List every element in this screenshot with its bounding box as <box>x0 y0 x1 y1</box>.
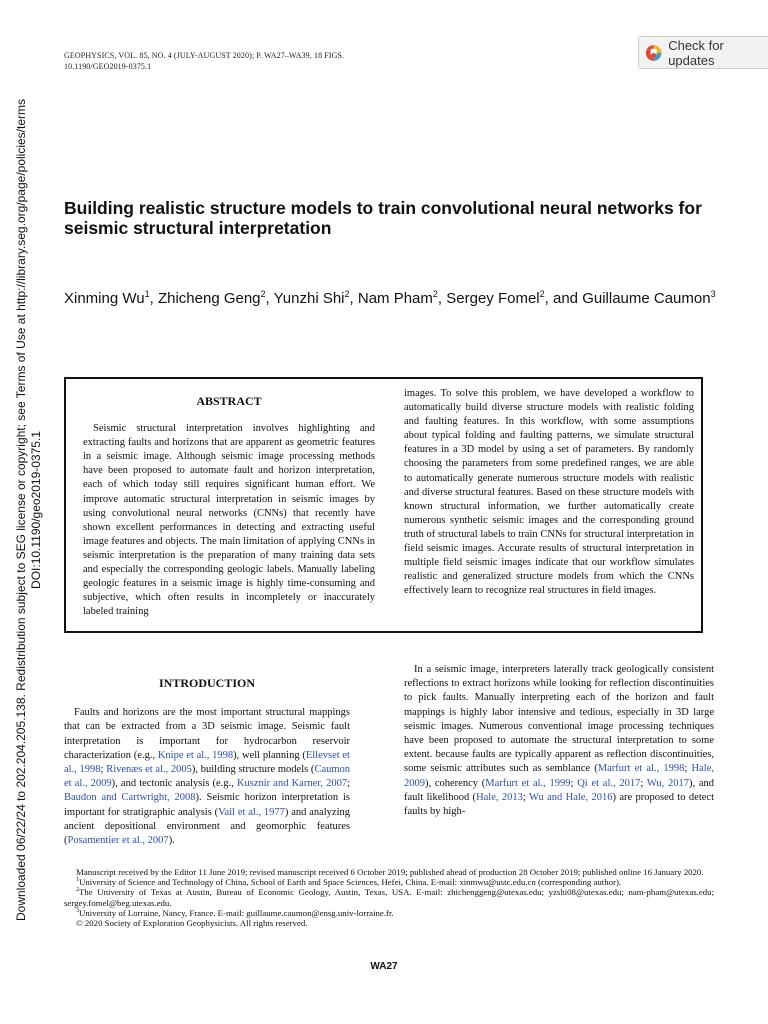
citation-link[interactable]: Caumon et al., 2009 <box>64 764 351 790</box>
crossmark-icon <box>645 44 662 62</box>
citation-link[interactable]: Rivenæs et al., 2005 <box>106 764 192 776</box>
paragraph-text: ), and fault likelihood ( <box>404 777 714 803</box>
paragraph-text: ), well planning ( <box>233 749 306 761</box>
journal-citation: GEOPHYSICS, VOL. 85, NO. 4 (JULY-AUGUST 2020); P. WA27–WA39, 18 FIGS. <box>64 51 345 60</box>
author: Zhicheng Geng$^2$ <box>157 289 266 307</box>
citation-link[interactable]: Marfurt et al., 1999 <box>485 777 571 789</box>
citation-link[interactable]: Posamentier et al., 2007 <box>67 835 169 847</box>
citation-link[interactable]: Qi et al., 2017 <box>577 777 641 789</box>
doi-notice-text: DOI:10.1190/geo2019-0375.1 <box>29 431 43 589</box>
paragraph-text: ), building structure models ( <box>191 764 315 776</box>
download-notice-text: Downloaded 06/22/24 to 202.204.205.138. Redistribution subject to SEG license or copyright; see Terms of Use at http://library.seg.org/page/policies/terms <box>14 98 28 922</box>
footnotes <box>64 867 714 928</box>
citation-link[interactable]: Kusznir and Karner, 2007 <box>236 778 348 790</box>
paragraph-text: In a seismic image, interpreters laterally track geologically consistent reflections to extract horizons while looking for reflection discontinuities to pick faults. Manually interpreting each of the horizon and fault mappings is highly labor intensive and tedious, especially in 3D large seismic images. Numerous conventional image processing techniques have been proposed to automate the structural interpretation to some extent. because faults are typically apparent as reflection discontinuities, some seismic attributes such as semblance ( <box>404 664 714 775</box>
citation-link[interactable]: Wu, 2017 <box>646 777 689 789</box>
paragraph-text: ; <box>522 791 529 803</box>
author: Xinming Wu$^1$ <box>64 289 150 307</box>
abstract-right-column: images. To solve this problem, we have developed a workflow to automatically build diverse structure models with realistic folding and faulting features. In this workflow, with some assumptions about typical folding and faulting patterns, we simulate structural features in a 3D model by using a set of parameters. By randomly choosing the parameters from some predefined ranges, we are able to automatically generate numerous structure models with realistic and diverse structural features. Based on these structure models with known structural information, we further automatically create numerous synthetic seismic images and the corresponding ground truth of structural labels to train CNNs for structural interpretation in field seismic images. Accurate results of structural interpretation in multiple field seismic images indicate that our workflow simulates realistic and generalized structure models from which the CNNs effectively learn to recognize real structures in field images. <box>404 388 694 597</box>
journal-header <box>64 50 344 72</box>
author: Nam Pham$^2$ <box>357 289 438 307</box>
download-notice <box>12 100 46 920</box>
journal-doi: 10.1190/GEO2019-0375.1 <box>64 62 152 71</box>
abstract-left-column <box>83 387 375 619</box>
abstract-box <box>64 377 703 633</box>
introduction-heading: INTRODUCTION <box>158 676 255 690</box>
paragraph-text: ), and tectonic analysis (e.g., <box>111 778 237 790</box>
citation-link[interactable]: Marfurt et al., 1998 <box>597 763 685 775</box>
paragraph-text: ), coherency ( <box>425 777 486 789</box>
paragraph-text: ; <box>640 777 647 789</box>
check-for-updates-label: Check for updates <box>668 37 724 68</box>
citation-link[interactable]: Knipe et al., 1998 <box>157 749 234 761</box>
citation-link[interactable]: Vail et al., 1977 <box>218 806 285 818</box>
affiliation-3: $^3$University of Lorraine, Nancy, France. E-mail: guillaume.caumon@ensg.univ-lorraine.fr. <box>76 907 394 918</box>
citation-link[interactable]: Wu and Hale, 2016 <box>529 791 613 803</box>
paragraph-text: ). Seismic horizon interpretation is important for stratigraphic analysis ( <box>64 792 350 818</box>
abstract-text-left: Seismic structural interpretation involves highlighting and extracting faults and horizons that are apparent as geometric features in a seismic image. Although seismic image processing methods have been proposed to automate fault and horizon interpretation, each of which today still requires significant human effort. We improve automatic structural interpretation in seismic images by using convolutional neural networks (CNNs) that recently have shown excellent performances in detecting and extracting useful image features and objects. The main limitation of applying CNNs in seismic interpretation is the preparation of many training data sets and especially the corresponding geologic labels. Manually labeling geologic features in a seismic image is highly time-consuming and subjective, which often results in incompletely or inaccurately labeled training <box>83 423 375 618</box>
paragraph-text: ; <box>570 777 578 789</box>
affiliation-1: $^1$University of Science and Technology of China, School of Earth and Space Sciences, Hefei, China. E-mail: xinmwu@ustc.edu.cn (corresponding author). <box>76 877 622 888</box>
introduction-right-column <box>404 663 714 819</box>
page-number: WA27 <box>370 961 398 972</box>
paper-title: Building realistic structure models to train convolutional neural networks for seismic structural interpretation <box>64 198 702 238</box>
paragraph-text: ; <box>684 763 692 775</box>
author: Sergey Fomel$^2$ <box>446 289 545 307</box>
citation-link[interactable]: Baudon and Cartwright, 2008 <box>64 792 196 804</box>
introduction-paragraph <box>64 706 350 848</box>
abstract-heading: ABSTRACT <box>196 394 262 408</box>
paragraph-text: ) and analyzing ancient depositional environment and geomorphic features ( <box>64 806 350 847</box>
citation-link[interactable]: Ellevset et al., 1998 <box>64 749 350 776</box>
manuscript-dates: Manuscript received by the Editor 11 June 2019; revised manuscript received 6 October 2019; published ahead of production 28 October 2019; published online 16 January 2020. <box>76 867 704 877</box>
affiliation-2: $^2$The University of Texas at Austin, Bureau of Economic Geology, Austin, Texas, USA. E-mail: zhichenggeng@utexas.edu; yzshi08@utexas.edu; nam-pham@utexas.edu; sergey.fomel@beg.utexas.edu. <box>64 887 714 908</box>
author-list: Xinming Wu$^1$, Zhicheng Geng$^2$, Yunzhi Shi$^2$, Nam Pham$^2$, Sergey Fomel$^2$, and Guillaume Caumon$^3$ <box>64 289 716 307</box>
introduction-left-column <box>64 676 350 848</box>
paragraph-text: ; <box>100 764 107 776</box>
author: Yunzhi Shi$^2$ <box>273 289 350 307</box>
paragraph-text: ; <box>347 778 350 790</box>
author: Guillaume Caumon$^3$ <box>582 289 716 307</box>
citation-link[interactable]: Hale, 2009 <box>404 763 714 789</box>
paragraph-text: ). <box>168 835 175 847</box>
paragraph-text: ) are proposed to detect faults by high- <box>404 791 714 818</box>
check-for-updates-button[interactable] <box>638 36 768 69</box>
paragraph-text: Faults and horizons are the most important structural mappings that can be extracted from a 3D seismic image. Seismic fault interpretation is important for hydrocarbon reservoir characterization (e.g., <box>64 707 350 761</box>
citation-link[interactable]: Hale, 2013 <box>476 791 523 803</box>
introduction-paragraph-continued <box>404 663 714 819</box>
copyright-notice: © 2020 Society of Exploration Geophysicists. All rights reserved. <box>76 918 308 929</box>
